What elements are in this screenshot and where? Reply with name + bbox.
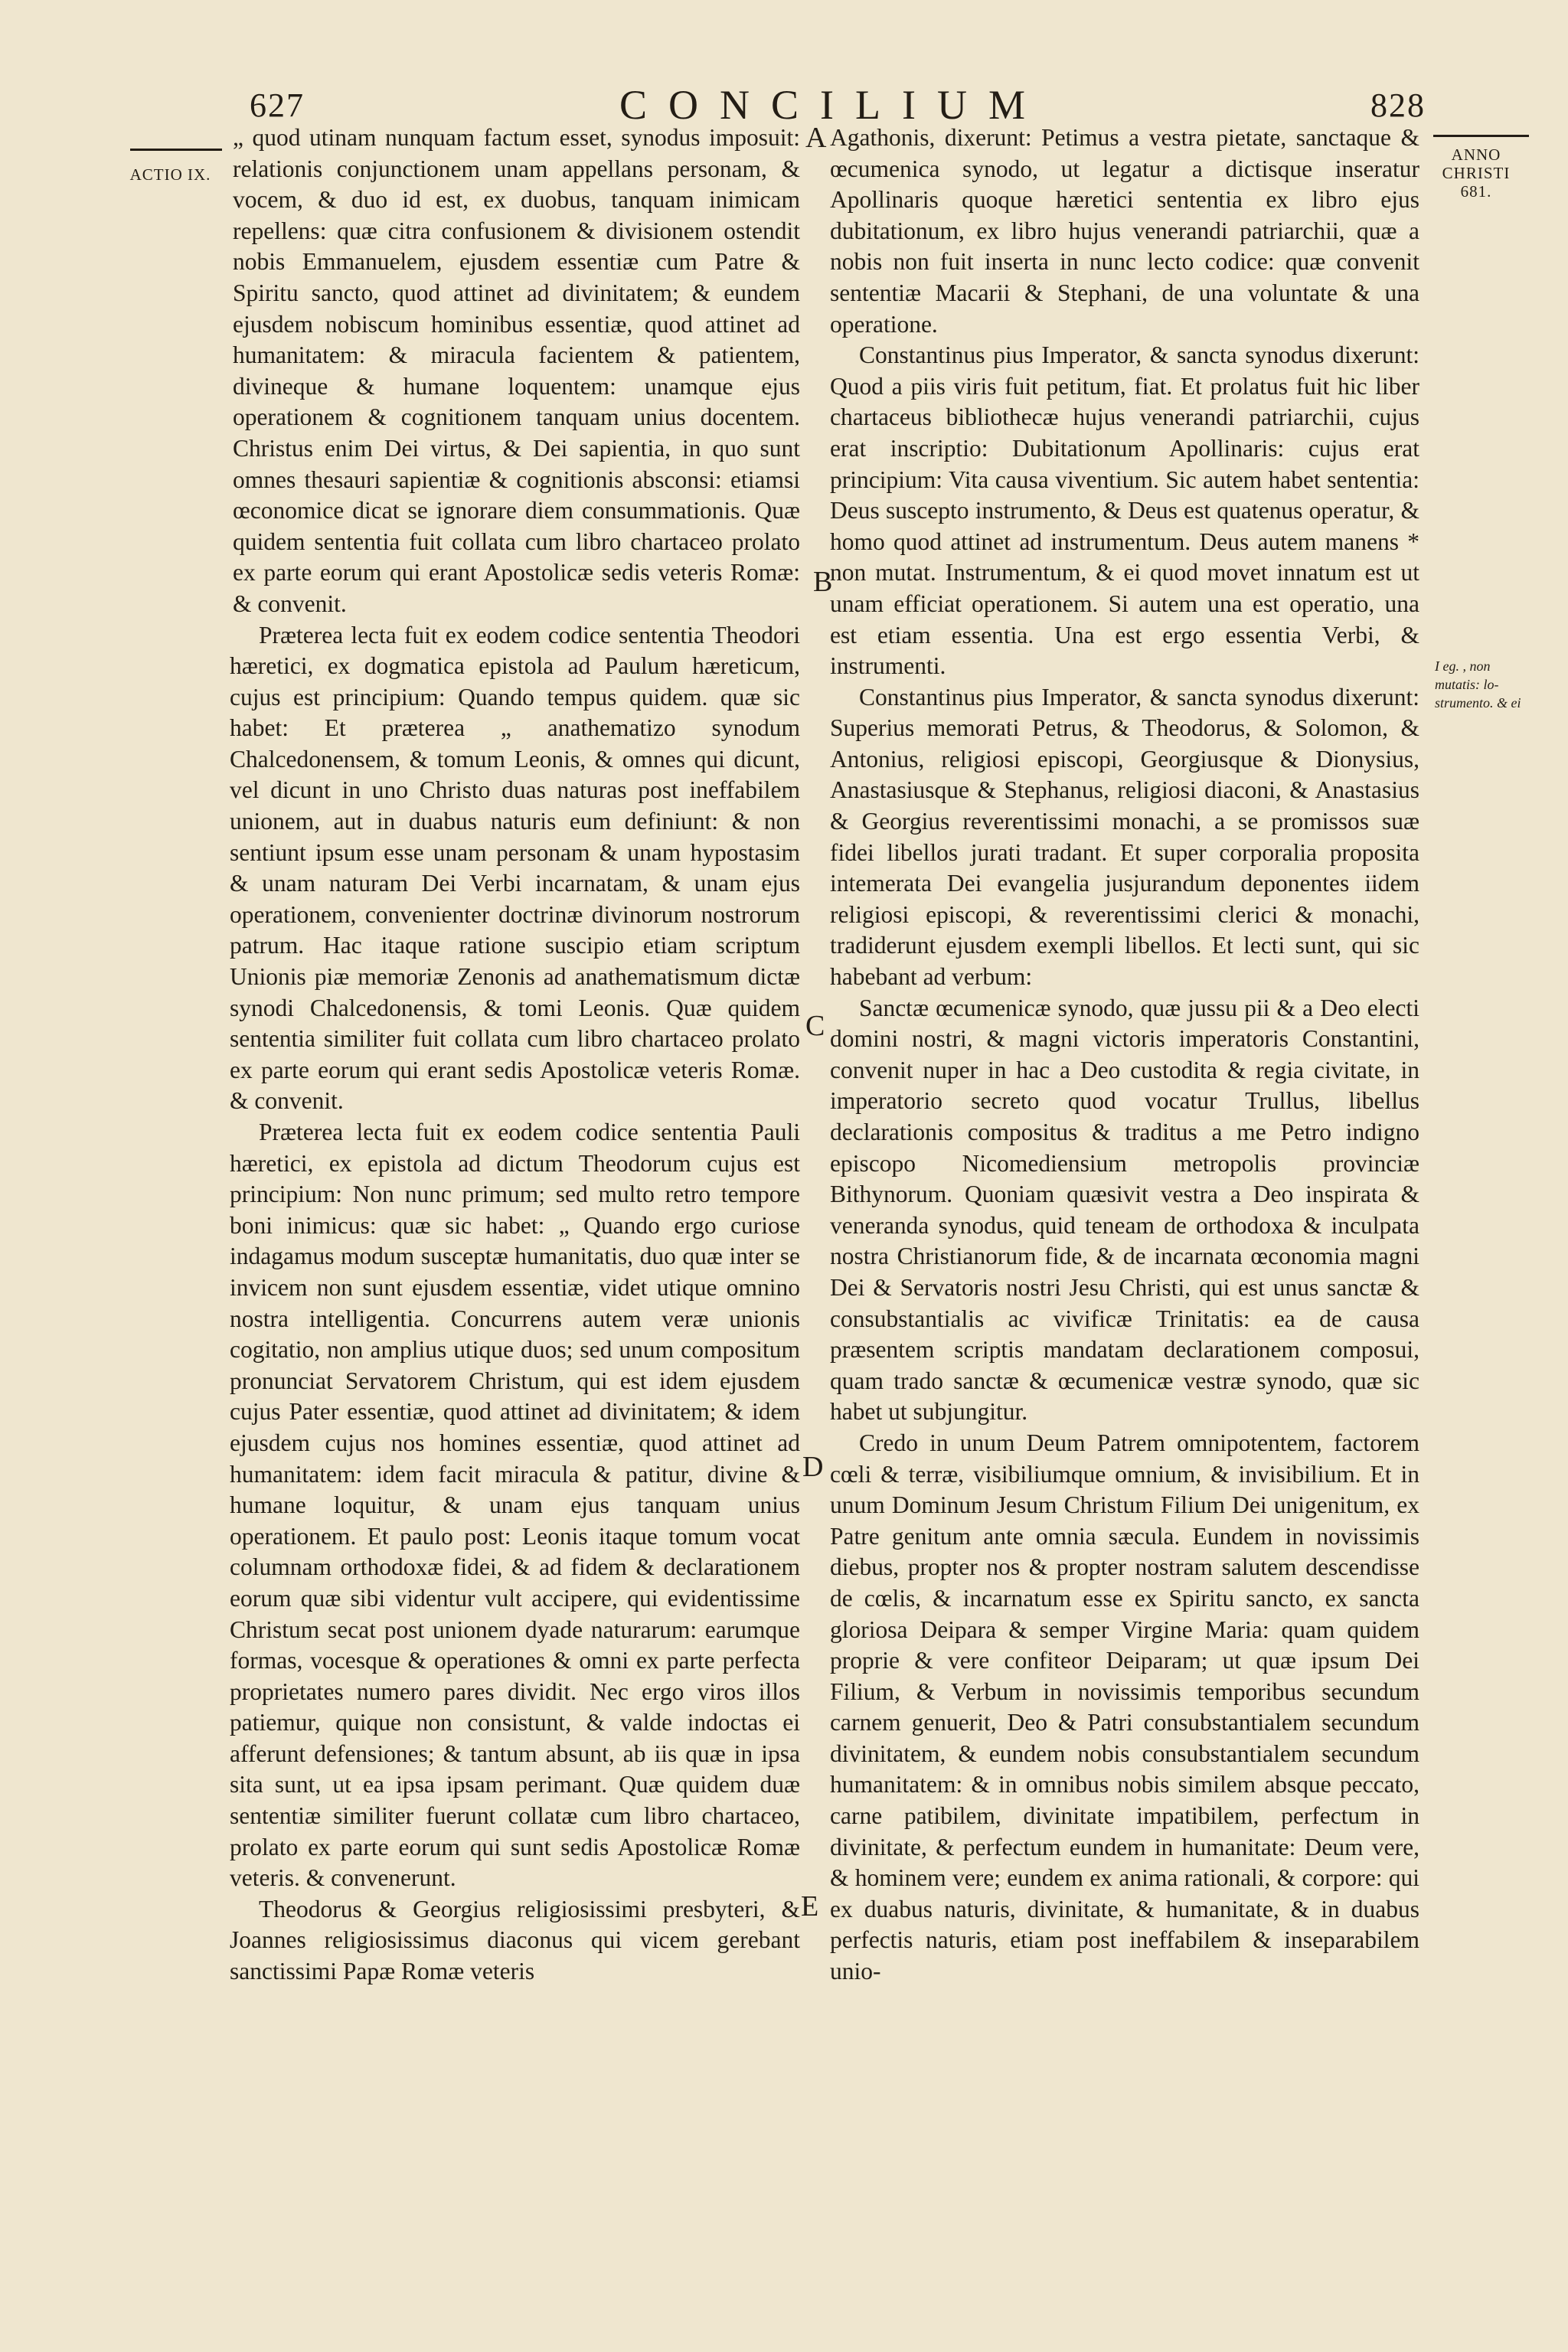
- left-paragraph-3: Præterea lecta fuit ex eodem codice sententia Pauli hæretici, ex epistola ad dictum Theodorum cujus est principium: Non nunc primum; sed multo retro tempore boni inimicus: quæ sic habet: „ Quando ergo curiose indagamus modum susceptæ humanitatis, duo quæ inter se invicem non sunt ejusdem essentiæ, videt utique omnino nostra intelligentia. Concurrens autem veræ unionis cogitatio, non amplius utique duos; sed unum compositum pronunciat Servatorem Christum, qui est idem ejusdem cujus Pater essentiæ, quod attinet ad divinitatem; & idem ejusdem cujus nos homines essentiæ, quod attinet ad humanitatem: idem facit miracula & patitur, divine & humane loquitur, & unam ejus tanquam unius operationem. Et paulo post: Leonis itaque tomum vocat columnam orthodoxæ fidei, & ad fidem & declarationem eorum quæ sibi videntur vult accipere, qui evidentissime Christum secat post unionem dyade naturarum: earumque formas, vocesque & operationes & omni ex parte perfecta proprietates numero pares dividit. Nec ergo viros illos patiemur, quique non consistunt, & valde indoctas ei afferunt defensiones; & tantum absunt, ab iis quæ in ipsa sita sunt, ut ea ipsa ipsam perimant. Quæ quidem duæ sententiæ similiter fuerunt collatæ cum libro chartaceo, prolato ex parte eorum qui sunt sedis Apostolicæ Romæ veteris. & convenerunt.: [230, 1119, 800, 1892]
- header-rule-left: [130, 149, 222, 151]
- section-letter-a: A: [805, 122, 827, 154]
- section-letter-e: E: [801, 1890, 819, 1922]
- right-paragraph-4: Sanctæ œcumenicæ synodo, quæ jussu pii & a Deo electi domini nostri, & magni victoris imperatoris Constantini, convenit nuper in hac a Deo custodita & regia civitate, in imperatorio secreto quod vocatur Trullus, libellus declarationis compositus & traditus a me Petro indigno episcopo Nicomediensium metropolis provinciæ Bithynorum. Quoniam quæsivit vestra a Deo inspirata & veneranda synodus, quid teneam de orthodoxa & inculpata nostra Christianorum fide, & de incarnata œconomia magni Dei & Servatoris nostri Jesu Christi, qui est unus sanctæ & consubstantialis ac vivificæ Trinitatis: ea de causa præsentem scriptis mandatam declarationem composui, quam trado sanctæ & œcumenicæ vestræ synodo, quæ sic habet ut subjungitur.: [830, 994, 1419, 1426]
- left-paragraph-1: „ quod utinam nunquam factum esset, synodus imposuit: relationis conjunctionem unam appellans personam, & vocem, & duo id est, ex duobus, tanquam inimicam repellens: quæ citra confusionem & divisionem ostendit nobis Emmanuelem, ejusdem essentiæ cum Patre & Spiritu sancto, quod attinet ad divinitatem; & eundem ejusdem nobiscum hominibus essentiæ, quod attinet ad humanitatem: & miracula facientem & patientem, divineque & humane loquentem: unamque ejus operationem & cognitionem tanquam unius docentem. Christus enim Dei virtus, & Dei sapientia, in quo sunt omnes thesauri sapientiæ & cognitionis absconsi: etiamsi œconomice dicat se ignorare diem consummationis. Quæ quidem sententia fuit collata cum libro chartaceo prolato ex parte eorum qui erant Apostolicæ sedis veteris Romæ: & convenit.: [233, 124, 800, 617]
- left-column: [230, 122, 800, 2328]
- right-paragraph-5: Credo in unum Deum Patrem omnipotentem, factorem cœli & terræ, visibiliumque omnium, & invisibilium. Et in unum Dominum Jesum Christum Filium Dei unigenitum, ex Patre genitum ante omnia sæcula. Eundem in novissimis diebus, propter nos & propter nostram salutem descendisse de cœlis, & incarnatum esse ex Spiritu sancto, ex sancta gloriosa Deipara & semper Virgine Maria: quam quidem proprie & vere confiteor Deiparam; ut quæ ipsum Dei Filium, & Verbum in novissimis temporibus secundum carnem genuerit, Deo & Patri consubstantialem secundum divinitatem, & eundem nobis consubstantialem secundum humanitatem: & in omnibus nobis similem absque peccato, carne patibilem, divinitate impatibilem, perfectum in divinitate, & perfectum eundem in humanitate: Deum vere, & hominem vere; eundem ex anima rationali, & corpore: qui ex duabus naturis, divinitate, & humanitate, & in duabus perfectis naturis, etiam post ineffabilem & inseparabilem unio-: [830, 1429, 1419, 1985]
- margin-anno-christi: ANNO CHRISTI 681.: [1442, 145, 1511, 201]
- right-paragraph-1: Agathonis, dixerunt: Petimus a vestra pietate, sanctaque & œcumenica synodo, ut legatur a dictisque inseratur Apollinaris quoque hæretici sententia ex libro ejus dubitationum, ex libro hujus venerandi patriarchii, quæ a nobis non fuit inserta in nunc lecto codice: quæ convenit sententiæ Macarii & Stephani, de una voluntate & una operatione.: [830, 124, 1419, 338]
- section-letter-d: D: [802, 1451, 824, 1483]
- page-number-right: 828: [1370, 87, 1426, 124]
- margin-side-note: I eg. , non mutatis: lo- strumento. & ei: [1435, 658, 1521, 710]
- left-paragraph-2: Præterea lecta fuit ex eodem codice sententia Theodori hæretici, ex dogmatica epistola ad Paulum hæreticum, cujus est principium: Quando tempus quidem. quæ sic habet: Et præterea „ anathematizo synodum Chalcedonensem, & tomum Leonis, & omnes qui dicunt, vel dicunt in uno Christo duas naturas post ineffabilem unionem, aut in duabus naturis eum definiunt: & non sentiunt ipsum esse unam personam & unam hypostasim & unam naturam Dei Verbi incarnatam, & unam ejus operationem, convenienter doctrinæ divinorum nostrorum patrum. Hac itaque ratione suscipio etiam scriptum Unionis piæ memoriæ Zenonis ad anathematismum dictæ synodi Chalcedonensis, & tomi Leonis. Quæ quidem sententia similiter fuit collata cum libro chartaceo prolato ex parte eorum qui erant sedis Apostolicæ veteris Romæ. & convenit.: [230, 621, 800, 1115]
- left-paragraph-4: Theodorus & Georgius religiosissimi presbyteri, & Joannes religiosissimus diaconus qui vicem gerebant sanctissimi Papæ Romæ veteris: [230, 1895, 800, 1985]
- running-title: CONCILIUM: [619, 82, 1047, 128]
- margin-actio: ACTIO IX.: [129, 165, 211, 184]
- right-column: [830, 122, 1419, 2328]
- section-letter-c: C: [805, 1010, 825, 1042]
- header-rule-right: [1433, 135, 1529, 137]
- right-paragraph-2: Constantinus pius Imperator, & sancta synodus dixerunt: Quod a piis viris fuit petitum, fiat. Et prolatus fuit hic liber chartaceus bibliothecæ hujus venerandi patriarchii, cujus erat inscriptio: Dubitationum Apollinaris: cujus erat principium: Vita causa viventium. Sic autem habet sententia: Deus suscepto instrumento, & Deus est quatenus operatur, & homo quod attinet ad instrumentum. Deus autem manens * non mutat. Instrumentum, & ei quod movet innatum est ut unam efficiat operationem. Si autem una est operatio, una est etiam essentia. Una est ergo essentia Verbi, & instrumenti.: [830, 341, 1419, 680]
- section-letter-b: B: [813, 566, 833, 598]
- page-number-left: 627: [250, 87, 305, 124]
- right-paragraph-3: Constantinus pius Imperator, & sancta synodus dixerunt: Superius memorati Petrus, & Theodorus, & Solomon, & Antonius, religiosi episcopi, Georgiusque & Dionysius, Anastasiusque & Stephanus, religiosi diaconi, & Anastasius & Georgius reverentissimi monachi, a se promissos suæ fidei libellos jurati tradant. Et super corporalia proposita intemerata Dei evangelia jusjurandum deponentes iidem religiosi episcopi, & reverentissimi clerici & monachi, tradiderunt ejusdem exempli libellos. Et lecti sunt, qui sic habebant ad verbum:: [830, 683, 1419, 991]
